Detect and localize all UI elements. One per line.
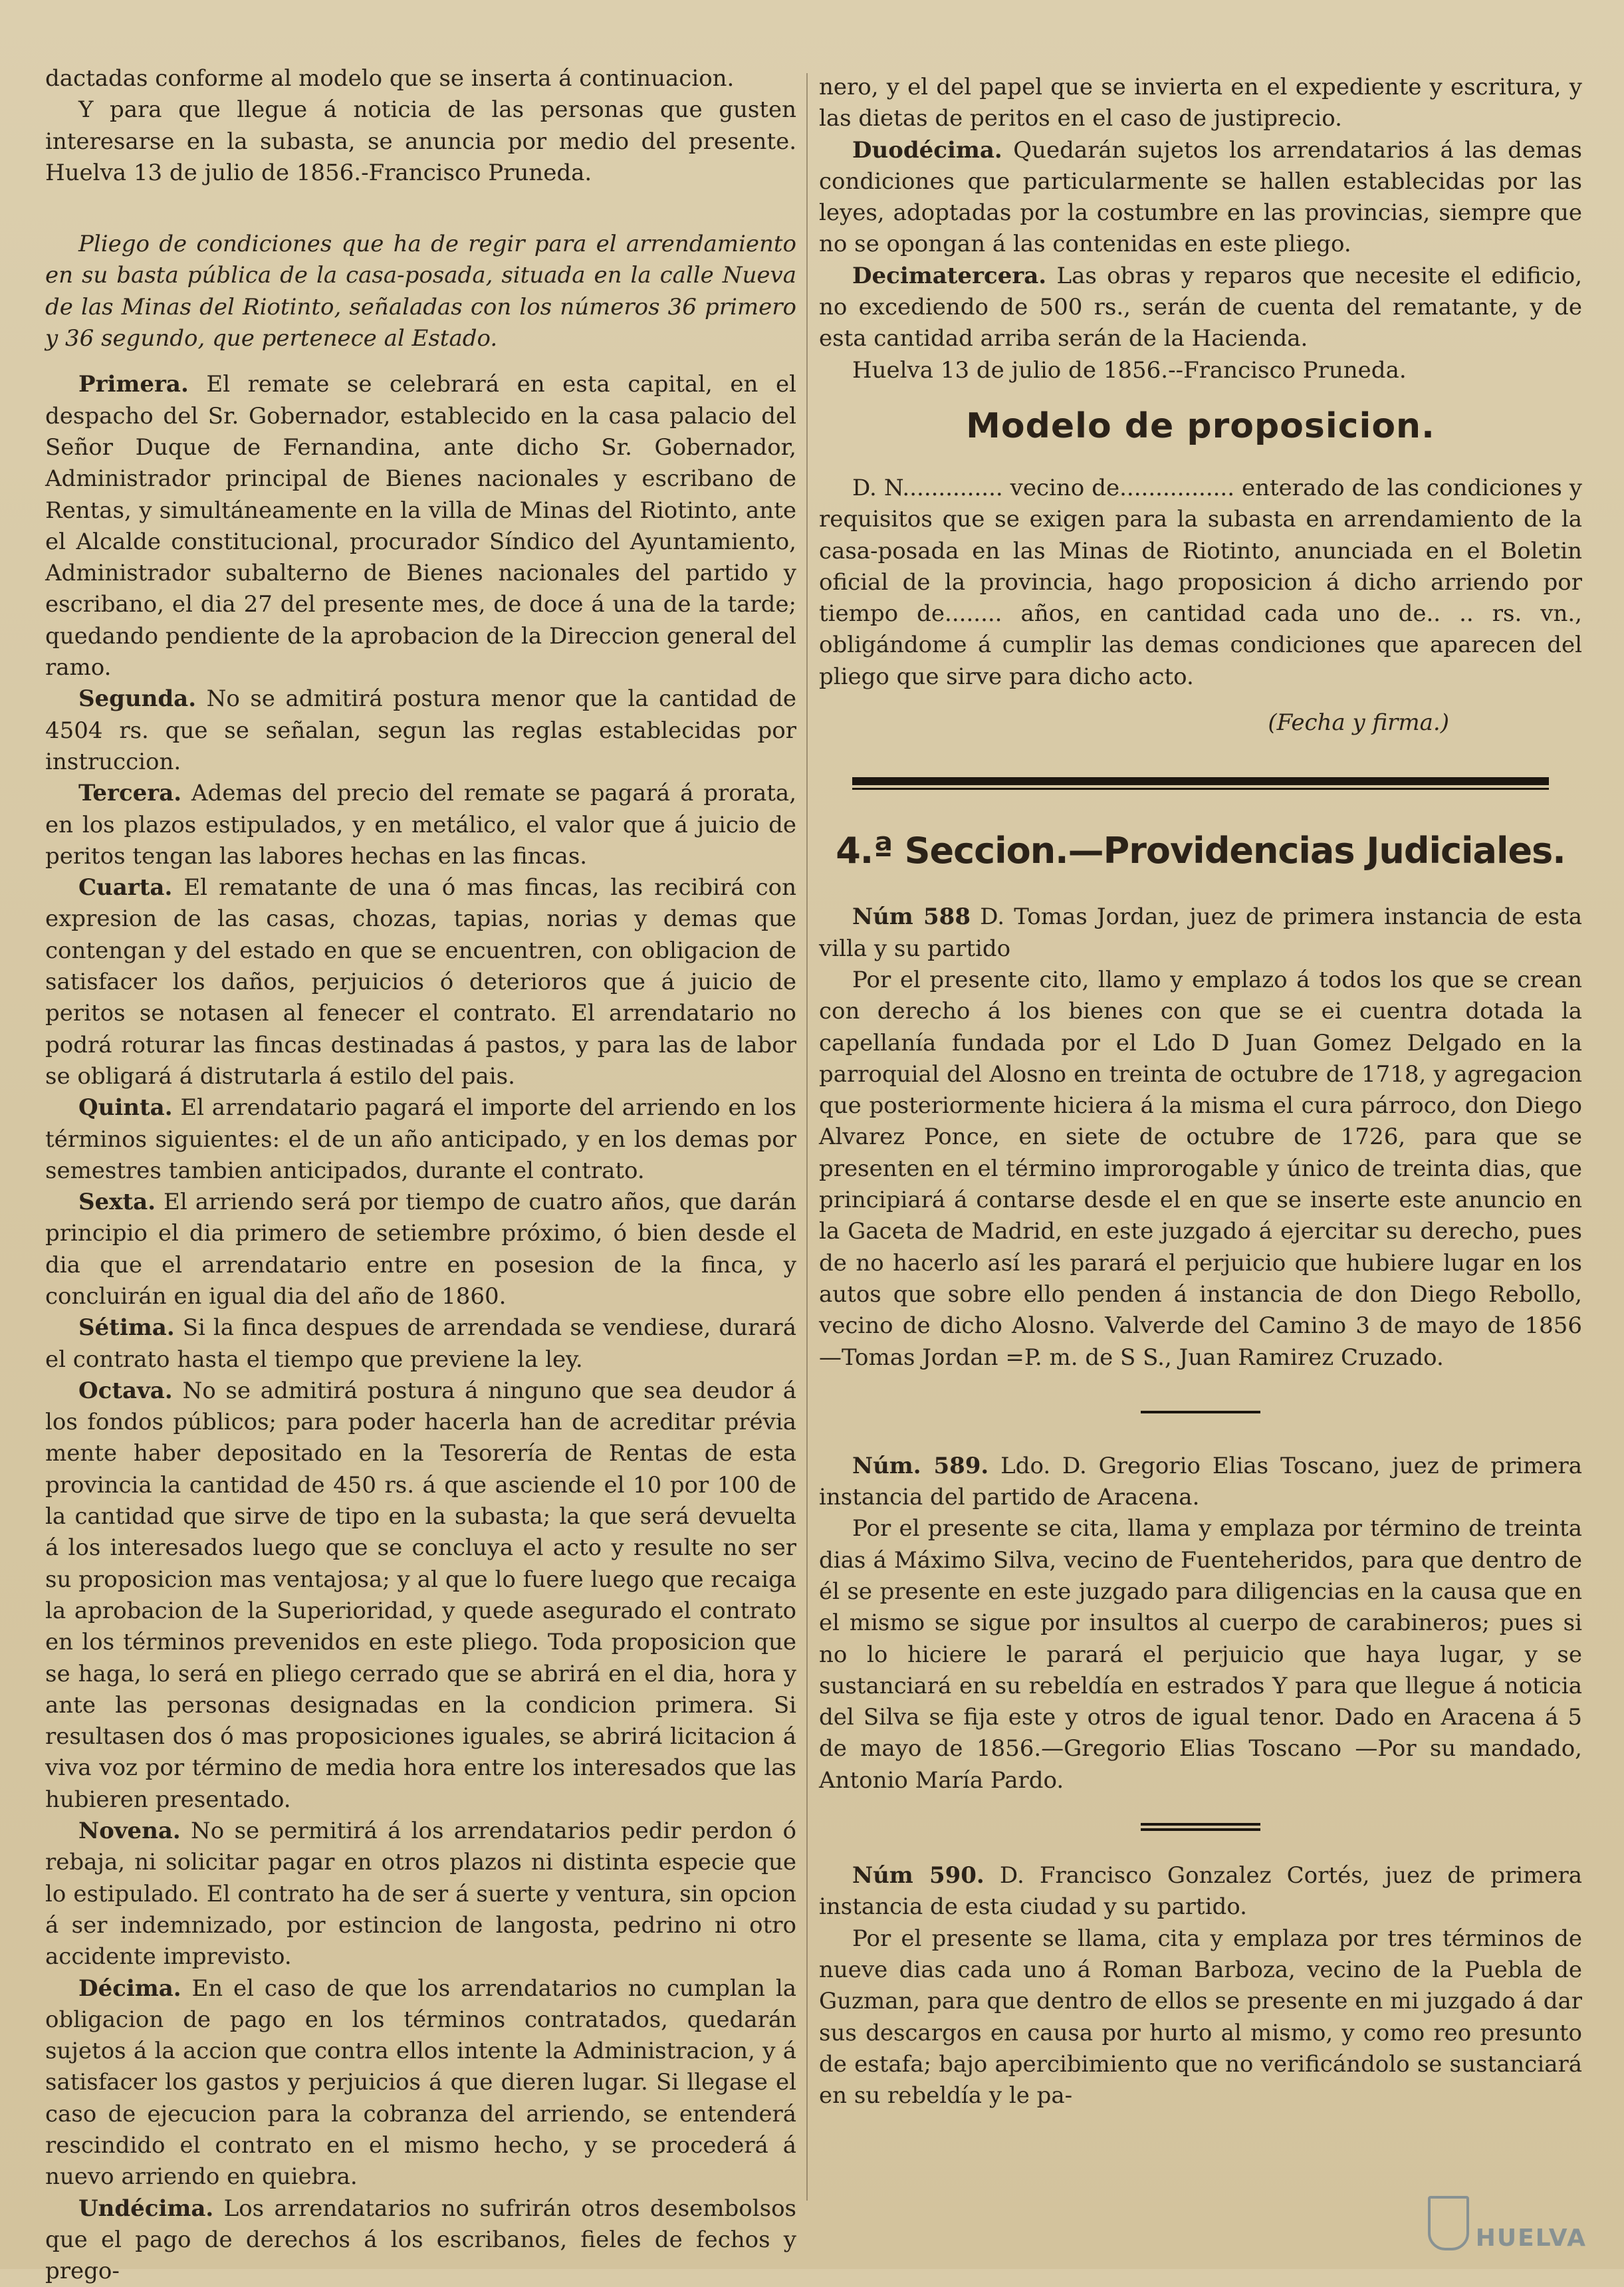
clause-lead: Novena. xyxy=(78,1818,181,1845)
clause-text: Los arrendatarios no sufrirán otros desembolsos que el pago de derechos á los escribanos, fieles de fechos y prego- xyxy=(45,2195,796,2285)
clause-lead: Sétima. xyxy=(78,1314,175,1342)
notice-divider xyxy=(1141,1411,1260,1413)
logo-text: HUELVA xyxy=(1475,2225,1587,2252)
signature: (Fecha y firma.) xyxy=(1268,709,1449,737)
right-column xyxy=(819,72,1582,2111)
clause xyxy=(45,683,796,778)
clause-text: No se permitirá á los arrendatarios pedir perdon ó rebaja, ni solicitar pagar en otros plazos ni distinta especie que lo estipulado. El contrato ha de ser á suerte y ventura, sin opcion á ser indemnizado, por estincion de langosta, pedrino ni otro accidente imprevisto. xyxy=(45,1818,796,1971)
clause-lead: Undécima. xyxy=(78,2195,214,2222)
left-column xyxy=(45,63,796,2287)
clause-text: El arrendatario pagará el importe del arriendo en los términos siguientes: el de un año anticipado, y en los demas por semestres tambien anticipados, durante el contrato. xyxy=(45,1094,796,1184)
intro-paragraph: Y para que llegue á noticia de las personas que gusten interesarse en la subasta, se anuncia por medio del presente. Huelva 13 de julio de 1856.-Francisco Pruneda. xyxy=(45,96,796,186)
clause-text: Ademas del precio del remate se pagará á prorata, en los plazos estipulados, y en metálico, el valor que á juicio de peritos tengan las labores hechas en las fincas. xyxy=(45,780,796,870)
notice-number: Núm 588 xyxy=(852,903,971,931)
clause-lead: Decimatercera. xyxy=(852,262,1047,289)
notice xyxy=(819,1451,1582,1796)
clause-lead: Décima. xyxy=(78,1975,181,2002)
notice-header xyxy=(819,1860,1582,1923)
section-rule-thin xyxy=(852,788,1549,790)
notice-judge: D. Tomas Jordan, juez de primera instancia de esta villa y su partido xyxy=(819,903,1582,962)
clause xyxy=(45,1376,796,1816)
clause-list xyxy=(45,369,796,2287)
clause-text: El remate se celebrará en esta capital, en el despacho del Sr. Gobernador, establecido en la casa palacio del Señor Duque de Fernandina, ante dicho Sr. Gobernador, Administrador principal de Bienes nacionales y escribano de Rentas, y simultáneamente en la villa de Minas del Riotinto, ante el Alcalde constitucional, procurador Síndico del Ayuntamiento, Administrador subalterno de Bienes nacionales del partido y escribano, el dia 27 del presente mes, de doce á una de la tarde; quedando pendiente de la aprobacion de la Direccion general del ramo. xyxy=(45,371,796,681)
clause xyxy=(45,1973,796,2193)
model-text: D. N.............. vecino de................ enterado de las condiciones y requisitos que se exigen para la subasta en arrendamiento de la casa-posada en las Minas de Riotinto, anunciada en el Boletin oficial de la provincia, hago proposicion á dicho arriendo por tiempo de........ años, en cantidad cada uno de.. .. rs. vn., obligándome á cumplir las demas condiciones que aparecen del pliego que sirve para dicho acto. xyxy=(819,474,1582,690)
clause xyxy=(45,872,796,1092)
clause xyxy=(45,369,796,683)
clause xyxy=(45,1187,796,1312)
section-title: 4.ª Seccion.—Providencias Judiciales. xyxy=(836,830,1566,872)
clause xyxy=(45,778,796,872)
clause-lead: Octava. xyxy=(78,1377,173,1404)
clause-lead: Cuarta. xyxy=(78,874,173,902)
section-rule xyxy=(852,777,1549,785)
clause xyxy=(45,1312,796,1376)
clause xyxy=(45,1092,796,1187)
notice-divider xyxy=(1141,1823,1260,1826)
clause-lead: Quinta. xyxy=(78,1094,173,1122)
notice-body: Por el presente se llama, cita y emplaza por tres términos de nueve dias cada uno á Roman Barboza, vecino de la Puebla de Guzman, para que dentro de ellos se presente en mi juzgado á dar sus descargos en causa por hurto al mismo, y como reo presunto de estafa; bajo apercibimiento que no verificándolo se sustanciará en su rebeldía y le pa- xyxy=(819,1925,1582,2109)
clause-lead: Duodécima. xyxy=(852,136,1002,164)
clause-text: Si la finca despues de arrendada se vendiese, durará el contrato hasta el tiempo que previene la ley. xyxy=(45,1314,796,1373)
archive-logo xyxy=(1421,2177,1587,2250)
spacer xyxy=(45,354,796,369)
clause xyxy=(45,2193,796,2287)
notice-body: Por el presente cito, llamo y emplazo á todos los que se crean con derecho á los bienes con que se ei cuentra dotada la capellanía fundada por el Ldo D Juan Gomez Delgado en la parroquial del Alosno en treinta de octubre de 1718, y agregacion que posteriormente hiciera á la misma el cura párroco, don Diego Alvarez Ponce, en siete de octubre de 1726, para que se presenten en el término improrogable y único de treinta dias, que principiará á contarse desde el en que se inserte este anuncio en la Gaceta de Madrid, en este juzgado á ejercitar su derecho, pues de no hacerlo así les parará el perjuicio que hubiere lugar en los autos que sobre ello penden á instancia de don Diego Rebollo, vecino de dicho Alosno. Valverde del Camino 3 de mayo de 1856 —Tomas Jordan =P. m. de S S., Juan Ramirez Cruzado. xyxy=(819,966,1582,1371)
notice-number: Núm 590. xyxy=(852,1862,985,1889)
clause-text: No se admitirá postura á ninguno que sea deudor á los fondos públicos; para poder hacerla han de acreditar prévia mente haber depositado en la Tesorería de Rentas de esta provincia la cantidad de 450 rs. á que asciende el 10 por 100 de la cantidad que sirve de tipo en la subasta; la que será devuelta á los interesados luego que se concluya el acto y resulte no ser su proposicion mas ventajosa; y al que lo fuere luego que recaiga la aprobacion de la Superioridad, y quede asegurado el contrato en los términos prevenidos en este pliego. Toda proposicion que se haga, lo será en pliego cerrado que se abrirá en el dia, hora y ante las personas designadas en la condicion primera. Si resultasen dos ó mas proposiciones iguales, se abrirá licitacion á viva voz por término de media hora entre los interesados que las hubieren presentado. xyxy=(45,1377,796,1813)
clause-lead: Sexta. xyxy=(78,1189,156,1216)
clause-lead: Segunda. xyxy=(78,685,197,713)
model-title: Modelo de proposicion. xyxy=(966,406,1435,446)
conditions-heading: Pliego de condiciones que ha de regir para el arrendamiento en su basta pública de la casa-posada, situada en la calle Nueva de las Minas del Riotinto, señaladas con los números 36 primero y 36 segundo, que pertenece al Estado. xyxy=(45,231,796,352)
notice xyxy=(819,902,1582,1373)
clause-text: En el caso de que los arrendatarios no cumplan la obligacion de pago en los términos contratados, quedarán sujetos á la accion que contra ellos intente la Administracion, y á satisfacer los gastos y perjuicios á que dieren lugar. Si llegase el caso de ejecucion para la cobranza del arriendo, se entenderá rescindido el contrato en el mismo hecho, y se procederá á nuevo arriendo en quiebra. xyxy=(45,1975,796,2191)
clause-lead: Tercera. xyxy=(78,780,182,807)
notice-number: Núm. 589. xyxy=(852,1452,989,1479)
notice-header xyxy=(819,1451,1582,1514)
clause-text: El rematante de una ó mas fincas, las recibirá con expresion de las casas, chozas, tapias, norias y demas que contengan y del estado en que se encuentren, con obligacion de satisfacer los daños, perjuicios ó deterioros que á juicio de peritos se notasen al fenecer el contrato. El arrendatario no podrá roturar las fincas destinadas á pastos, y para las de labor se obligará á distrutarla á estilo del pais. xyxy=(45,874,796,1090)
clause-text: El arriendo será por tiempo de cuatro años, que darán principio el dia primero de setiembre próximo, ó bien desde el dia que el arrendatario entre en posesion de la finca, y concluirán en igual dia del año de 1860. xyxy=(45,1189,796,1310)
clause xyxy=(819,135,1582,261)
shield-icon xyxy=(1428,2196,1469,2250)
spacer xyxy=(45,189,796,229)
notice xyxy=(819,1860,1582,2111)
clause-lead: Primera. xyxy=(78,371,189,398)
notice-body: Por el presente se cita, llama y emplaza por término de treinta dias á Máximo Silva, vecino de Fuenteheridos, para que dentro de él se presente en este juzgado para diligencias en la causa que en el mismo se sigue por insultos al cuerpo de carabineros; pues si no lo hiciere le parará el perjuicio que haya lugar, y se sustanciará en su rebeldía en estrados Y para que llegue á noticia del Silva se fija este y otros de igual tenor. Dado en Aracena á 5 de mayo de 1856.—Gregorio Elias Toscano —Por su mandado, Antonio María Pardo. xyxy=(819,1515,1582,1794)
continued-clause: nero, y el del papel que se invierta en el expediente y escritura, y las dietas de peritos en el caso de justiprecio. xyxy=(819,74,1582,132)
clause-text: Quedarán sujetos los arrendatarios á las demas condiciones que particularmente se hallen establecidas por las leyes, adoptadas por la costumbre en las provincias, siempre que no se opongan á las contenidas en este pliego. xyxy=(819,136,1583,258)
date-line: Huelva 13 de julio de 1856.--Francisco Pruneda. xyxy=(852,356,1407,384)
intro-line-1: dactadas conforme al modelo que se inserta á continuacion. xyxy=(45,65,735,92)
clause-text: No se admitirá postura menor que la cantidad de 4504 rs. que se señalan, segun las reglas establecidas por instruccion. xyxy=(45,685,796,775)
clause xyxy=(819,261,1582,355)
clause xyxy=(45,1816,796,1973)
notice-header xyxy=(819,902,1582,965)
column-divider xyxy=(806,73,808,2201)
clause-text: Las obras y reparos que necesite el edificio, no excediendo de 500 rs., serán de cuenta del rematante, y de esta cantidad arriba serán de la Hacienda. xyxy=(819,262,1582,352)
notice-judge: D. Francisco Gonzalez Cortés, juez de primera instancia de esta ciudad y su partido. xyxy=(819,1862,1582,1921)
notice-judge: Ldo. D. Gregorio Elias Toscano, juez de primera instancia del partido de Aracena. xyxy=(819,1452,1582,1511)
